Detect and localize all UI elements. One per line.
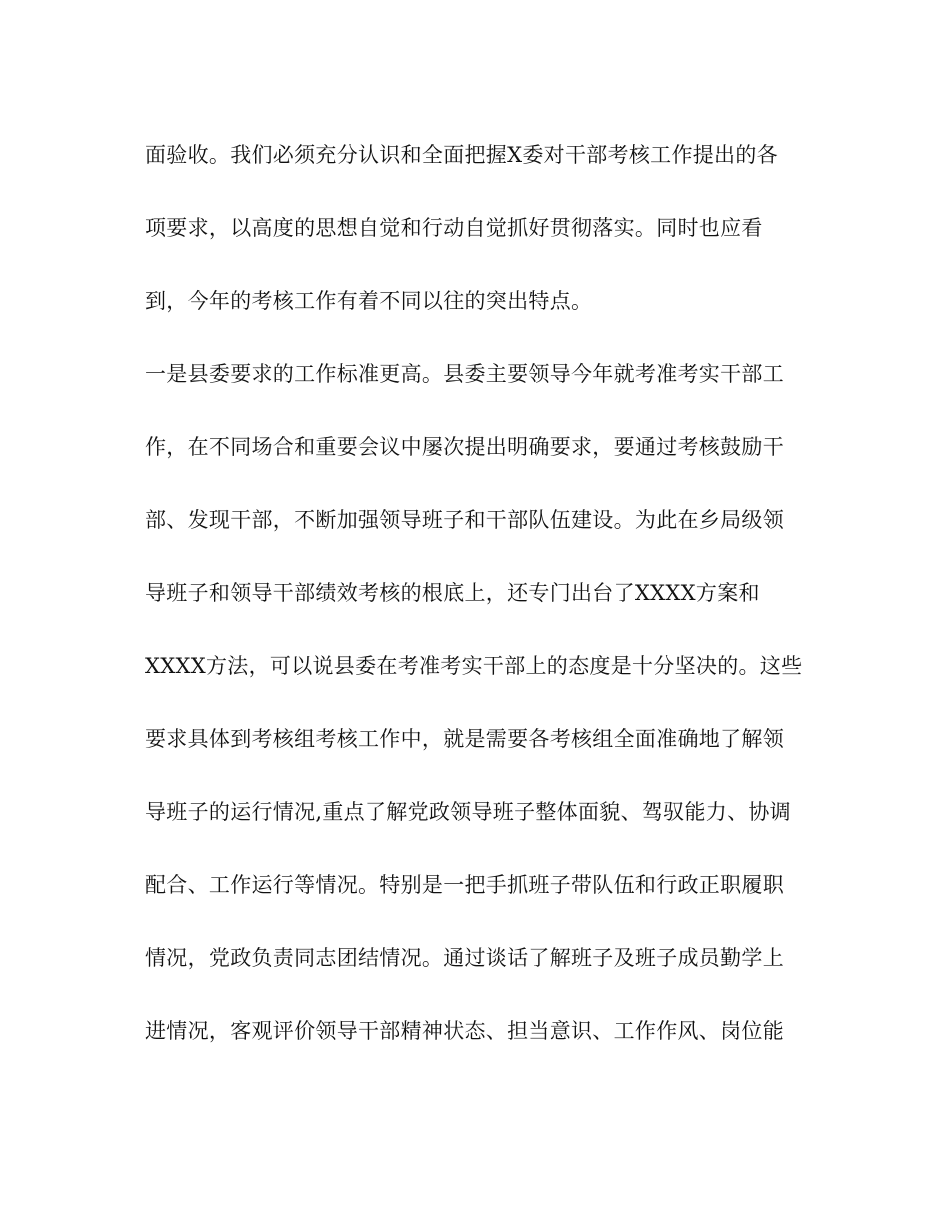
text-line: 配合、工作运行等情况。特别是一把手抓班子带队伍和行政正职履职 [145, 873, 784, 897]
text-line: 一是县委要求的工作标准更高。县委主要领导今年就考准考实干部工 [145, 362, 784, 386]
text-line: 部、发现干部，不断加强领导班子和干部队伍建设。为此在乡局级领 [145, 508, 784, 532]
body-text [145, 133, 815, 1082]
text-line: 面验收。我们必须充分认识和全面把握X委对干部考核工作提出的各 [145, 143, 778, 167]
text-line: 到，今年的考核工作有着不同以往的突出特点。 [145, 289, 593, 313]
text-line: 情况，党政负责同志团结情况。通过谈话了解班子及班子成员勤学上 [145, 946, 784, 970]
text-line: 作，在不同场合和重要会议中屡次提出明确要求，要通过考核鼓励干 [145, 435, 784, 459]
text-line: 要求具体到考核组考核工作中，就是需要各考核组全面准确地了解领 [145, 727, 784, 751]
text-line: 导班子的运行情况,重点了解党政领导班子整体面貌、驾驭能力、协调 [145, 800, 791, 824]
text-line: XXXX方法，可以说县委在考准考实干部上的态度是十分坚决的。这些 [145, 654, 803, 678]
text-line: 项要求，以高度的思想自觉和行动自觉抓好贯彻落实。同时也应看 [145, 216, 763, 240]
text-line: 进情况，客观评价领导干部精神状态、担当意识、工作作风、岗位能 [145, 1019, 784, 1043]
text-line: 导班子和领导干部绩效考核的根底上，还专门出台了XXXX方案和 [145, 581, 760, 605]
